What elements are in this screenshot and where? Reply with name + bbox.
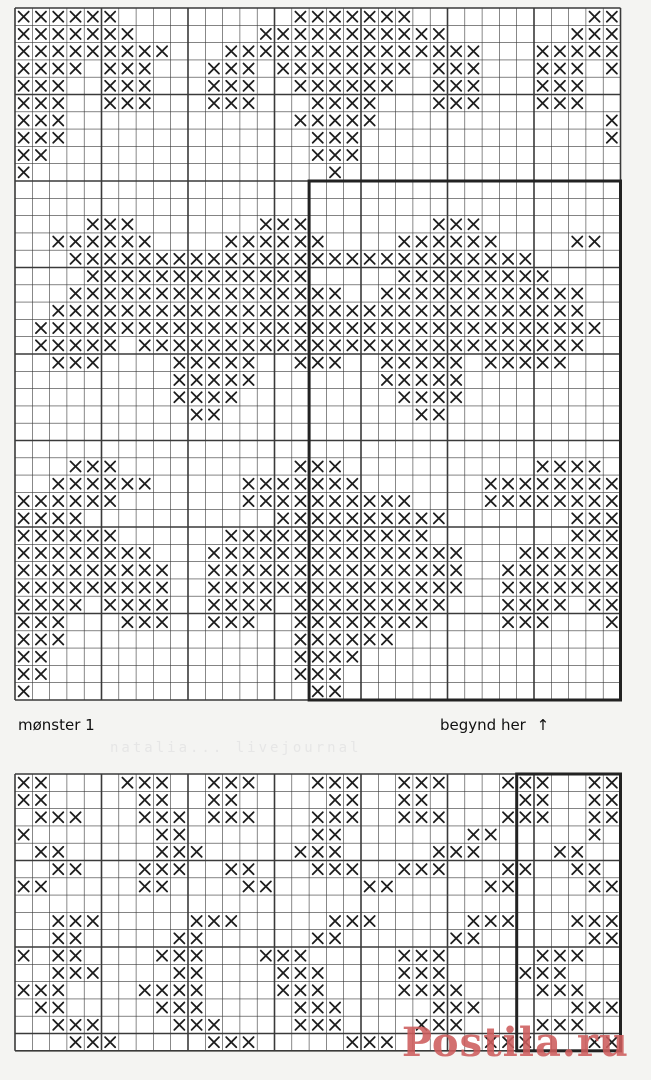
pattern-chart-2 [0, 770, 651, 1060]
start-here-label [440, 716, 549, 734]
start-here-text: begynd her [440, 716, 526, 734]
chart-2-grid [15, 774, 621, 1051]
pattern-1-label: mønster 1 [18, 716, 95, 734]
chart-1-grid [15, 8, 621, 700]
watermark: natalia... livejournal [110, 740, 362, 756]
postila-logo: Postila.ru [401, 1019, 629, 1066]
up-arrow-icon: ↑ [536, 716, 550, 734]
